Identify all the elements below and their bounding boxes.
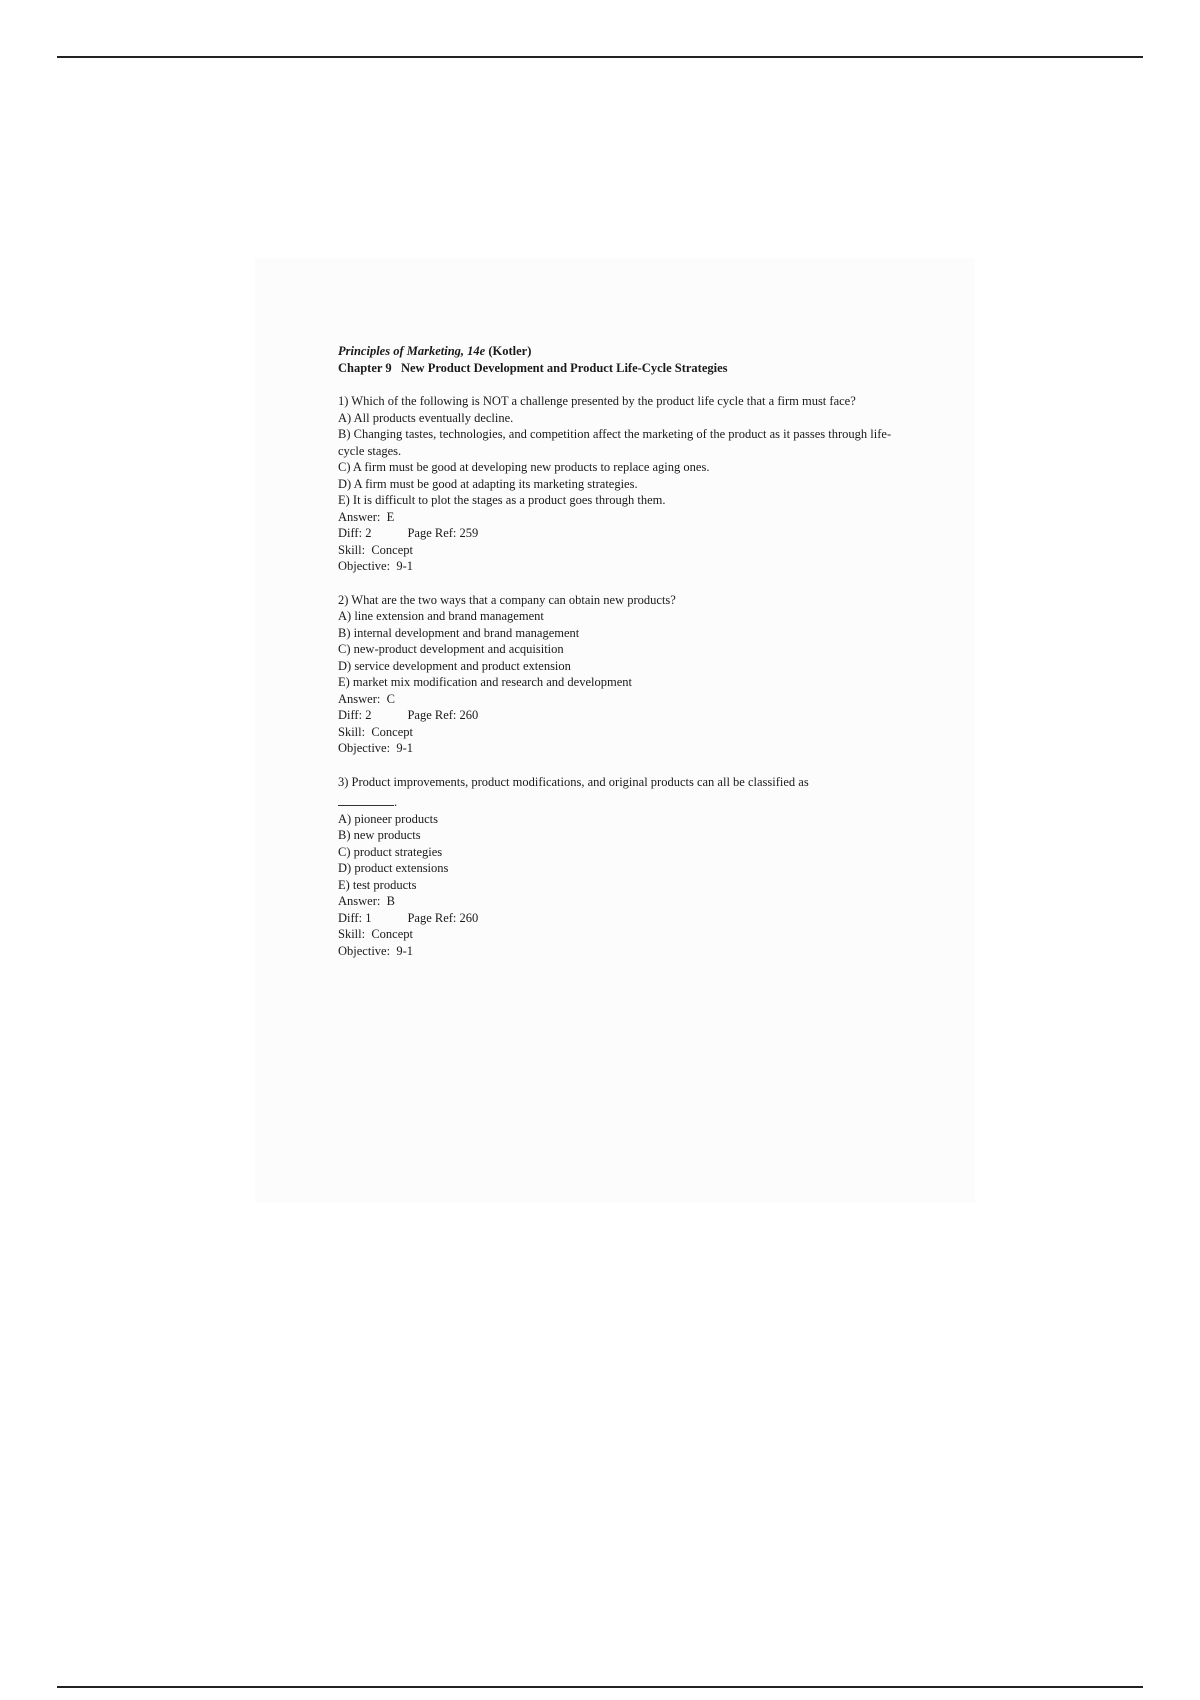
document-body xyxy=(338,343,938,959)
page-ref: Page Ref: 260 xyxy=(407,910,479,925)
option-e: E) market mix modification and research and development xyxy=(338,675,632,689)
skill: Skill: Concept xyxy=(338,542,413,557)
question-2 xyxy=(338,592,938,757)
option-d: D) A firm must be good at adapting its marketing strategies. xyxy=(338,476,638,491)
question-stem: 2) What are the two ways that a company can obtain new products? xyxy=(338,592,676,607)
top-divider xyxy=(57,56,1143,58)
difficulty: Diff: 2 xyxy=(338,708,372,722)
option-d: D) product extensions xyxy=(338,861,449,875)
bottom-divider xyxy=(57,1686,1143,1688)
question-3: 3) Product improvements, product modifications, and original products can all be classified as . A) pioneer products B) new products C) product strategies D) product extensions E) test products Answer: B Diff: 1 Page Ref: 260 Skill: Concept Objective: 9-1 xyxy=(338,774,938,960)
page-ref: Page Ref: 260 xyxy=(407,708,479,722)
option-c: C) product strategies xyxy=(338,844,443,859)
option-b: B) Changing tastes, technologies, and competition affect the marketing of the product as it passes through life-cycle stages. xyxy=(338,427,892,458)
page-ref: Page Ref: 259 xyxy=(407,526,479,540)
chapter-title: Chapter 9 New Product Development and Product Life-Cycle Strategies xyxy=(338,360,728,375)
difficulty: Diff: 1 xyxy=(338,910,372,925)
option-c: C) new-product development and acquisition xyxy=(338,642,564,656)
difficulty: Diff: 2 xyxy=(338,526,372,540)
option-e: E) It is difficult to plot the stages as a product goes through them. xyxy=(338,493,666,507)
skill: Skill: Concept xyxy=(338,927,413,941)
option-d: D) service development and product extension xyxy=(338,658,571,673)
answer: Answer: B xyxy=(338,894,395,908)
diff-pageref xyxy=(338,525,938,542)
answer: Answer: E xyxy=(338,509,395,524)
diff-pageref xyxy=(338,707,938,724)
question-1 xyxy=(338,393,938,575)
objective: Objective: 9-1 xyxy=(338,943,413,958)
diff-pageref xyxy=(338,910,938,927)
question-stem: 1) Which of the following is NOT a challenge presented by the product life cycle that a firm must face? xyxy=(338,394,856,408)
option-a: A) pioneer products xyxy=(338,811,438,826)
author: (Kotler) xyxy=(488,344,532,358)
objective: Objective: 9-1 xyxy=(338,741,413,755)
option-b: B) internal development and brand management xyxy=(338,625,580,640)
option-e: E) test products xyxy=(338,877,417,892)
objective: Objective: 9-1 xyxy=(338,559,413,573)
option-b: B) new products xyxy=(338,828,421,842)
option-a: A) All products eventually decline. xyxy=(338,410,514,425)
book-title-line xyxy=(338,343,938,360)
fill-in-blank xyxy=(338,795,394,806)
answer: Answer: C xyxy=(338,691,395,706)
option-c: C) A firm must be good at developing new products to replace aging ones. xyxy=(338,460,710,474)
option-a: A) line extension and brand management xyxy=(338,609,544,623)
question-stem: 3) Product improvements, product modifications, and original products can all be classified as xyxy=(338,774,809,789)
book-title: Principles of Marketing, 14e xyxy=(338,344,486,358)
skill: Skill: Concept xyxy=(338,724,413,739)
